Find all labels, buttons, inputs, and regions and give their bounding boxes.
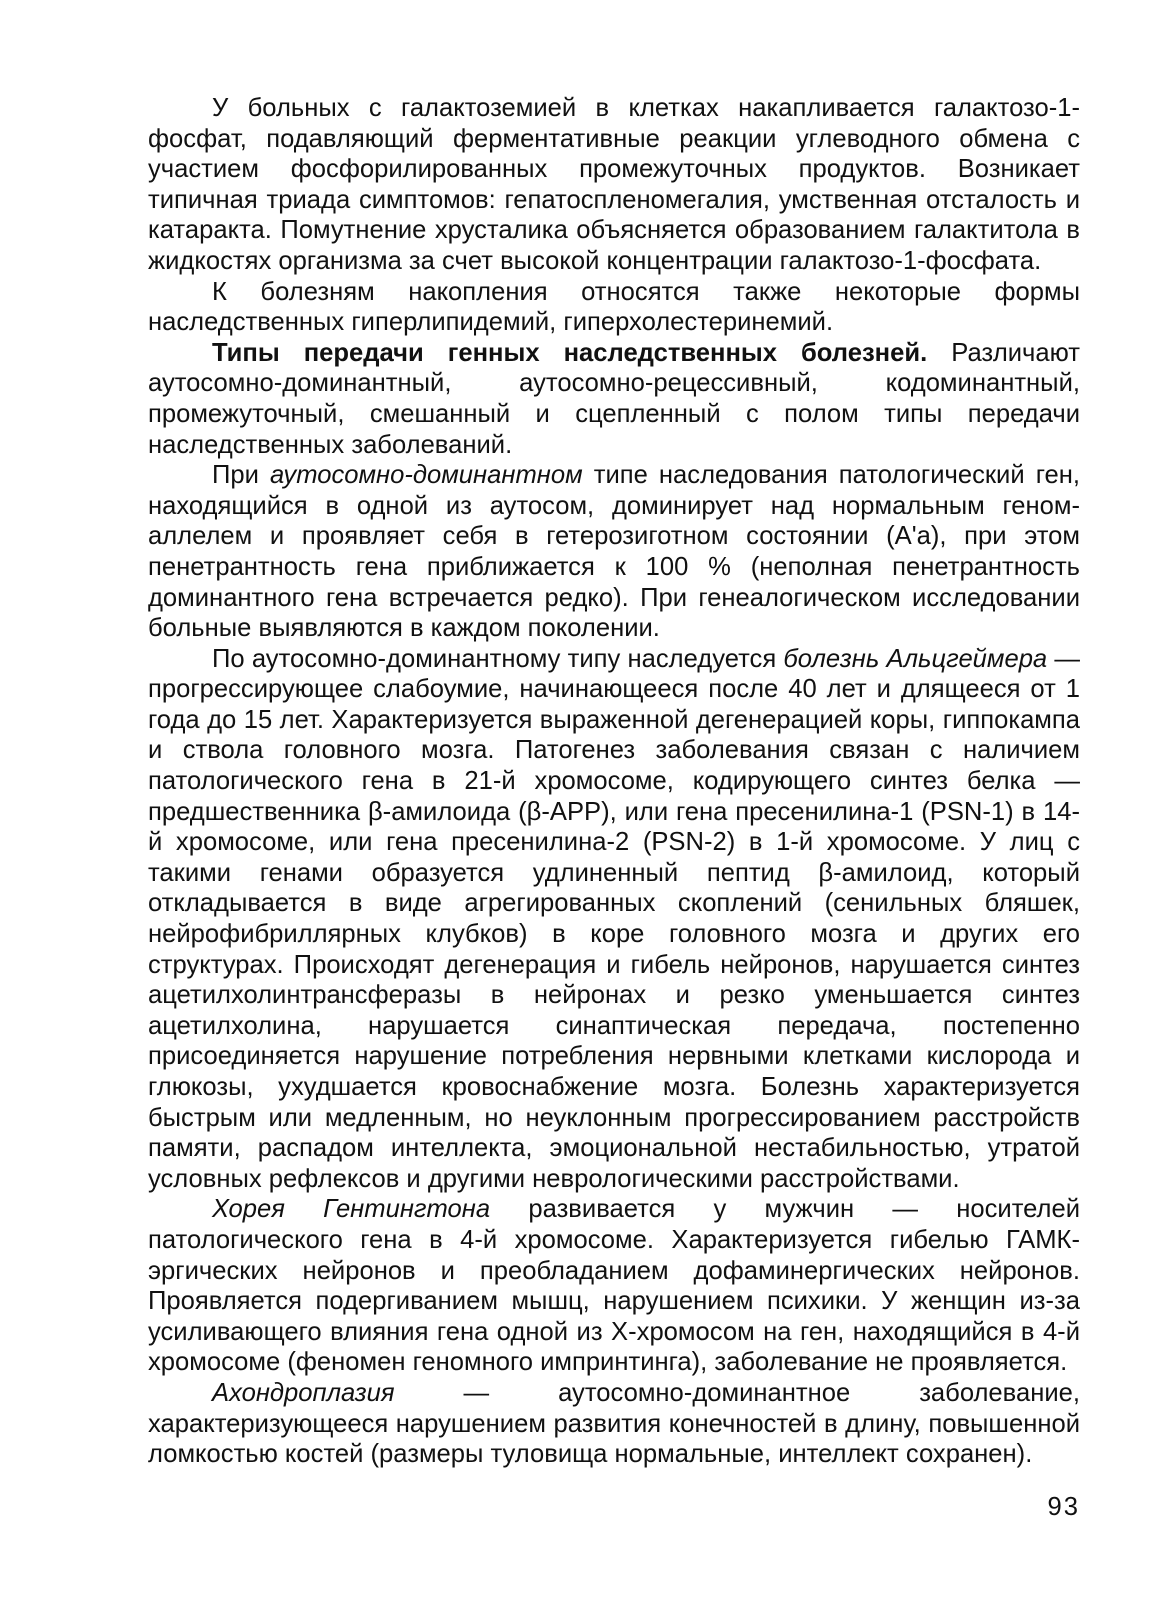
paragraph [148,460,1080,644]
text-run: развивается у мужчин — носителей патологического гена в 4-й хромосоме. Характеризуется гибелью ГАМК-эргических нейронов и преобладанием дофаминергических нейронов. Проявляется подергиванием мышц, нарушением психики. У женщин из-за усиливающего влияния гена одной из Х-хромосом на ген, находящийся в 4-й хромосоме (феномен геномного импринтинга), заболевание не проявляется. [148,1195,1081,1377]
text-run: типе наследования патологический ген, находящийся в одной из аутосом, доминирует над нормальным геном-аллелем и проявляет себя в гетерозиготном состоянии (А'а), при этом пенетрантность гена приближается к 100 % (неполная пенетрантность доминантного гена встречается редко). При генеалогическом исследовании больные выявляются в каждом поколении. [148,461,1080,643]
text-run: У больных с галактоземией в клетках накапливается галактозо-1-фосфат, подавляющий ферментативные реакции углеводного обмена с участием фосфорилированных промежуточных продуктов. Возникает типичная триада симптомов: гепатоспленомегалия, умственная отсталость и катаракта. Помутнение хрусталика объясняется образованием галактитола в жидкостях организма за счет высокой концентрации галактозо-1-фосфата. [148,94,1080,275]
paragraph [148,1194,1080,1378]
text-run: — аутосомно-доминантное заболевание, характеризующееся нарушением развития конечностей в длину, повышенной ломкостью костей (размеры туловища нормальные, интеллект сохранен). [148,1378,1080,1469]
text-run: По аутосомно-доминантному типу наследуется [212,644,784,673]
body-text [148,93,1080,1470]
paragraph [148,1378,1080,1470]
paragraph [148,93,1080,277]
italic-run: Ахондроплазия [212,1378,395,1407]
text-run: — прогрессирующее слабоумие, начинающееся после 40 лет и длящееся от 1 года до 15 лет. Характеризуется выраженной дегенерацией коры, гиппокампа и ствола головного мозга. Патогенез заболевания связан с наличием патологического гена в 21-й хромосоме, кодирующего синтез белка — предшественника β-амилоида (β-APP), или гена пресенилина-1 (PSN-1) в 14-й хромосоме, или гена пресенилина-2 (PSN-2) в 1-й хромосоме. У лиц с такими генами образуется удлиненный пептид β-амилоид, который откладывается в виде агрегированных скоплений (сенильных бляшек, нейрофибриллярных клубков) в коре головного мозга и других его структурах. Происходят дегенерация и гибель нейронов, нарушается синтез ацетилхолинтрансферазы в нейронах и резко уменьшается синтез ацетилхолина, нарушается синаптическая передача, постепенно присоединяется нарушение потребления нервными клетками кислорода и глюкозы, ухудшается кровоснабжение мозга. Болезнь характеризуется быстрым или медленным, но неуклонным прогрессированием расстройств памяти, распадом интеллекта, эмоциональной нестабильностью, утратой условных рефлексов и другими неврологическими расстройствами. [148,644,1080,1193]
text-run: Различают аутосомно-доминантный, аутосомно-рецессивный, кодоминантный, промежуточный, смешанный и сцепленный с полом типы передачи наследственных заболеваний. [148,338,1080,459]
italic-run: аутосомно-доминантном [270,461,583,490]
italic-run: болезнь Альцгеймера [783,644,1048,673]
text-run: К болезням накопления относятся также некоторые формы наследственных гиперлипидемий, гиперхолестеринемий. [148,277,1080,337]
paragraph [148,277,1080,338]
italic-run: Хорея Гентингтона [212,1195,491,1224]
paragraph [148,338,1080,460]
text-run: При [212,461,271,490]
paragraph [148,644,1080,1195]
page-number: 93 [1047,1493,1080,1521]
bold-run: Типы передачи генных наследственных болезней. [212,338,928,367]
